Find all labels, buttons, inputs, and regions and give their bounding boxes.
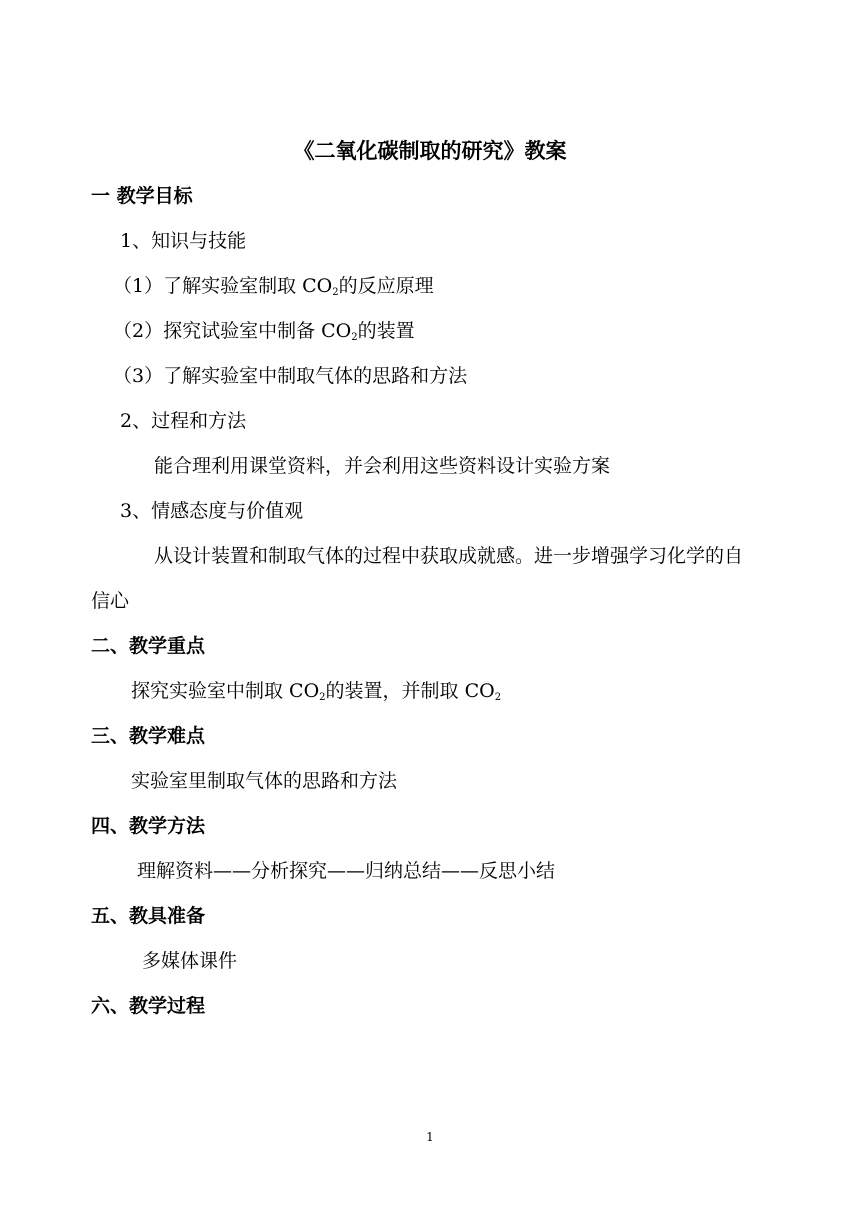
objective-item-2-text-end: 的装置: [357, 320, 415, 342]
teaching-aids-text: 多媒体课件: [142, 950, 238, 972]
process-methods-text: 能合理利用课堂资料，并会利用这些资料设计实验方案: [154, 455, 611, 477]
section-heading-key-points: 二、教学重点: [91, 635, 206, 657]
subheading-knowledge-skills: 1、知识与技能: [120, 230, 247, 252]
section-heading-methods: 四、教学方法: [91, 815, 206, 837]
objective-item-3: （3）了解实验室中制取气体的思路和方法: [113, 365, 468, 387]
attitude-values-text-line2: 信心: [91, 590, 130, 612]
section-heading-teaching-aids: 五、教具准备: [91, 905, 206, 927]
section-heading-difficulties: 三、教学难点: [91, 725, 206, 747]
key-points-text: [131, 679, 501, 707]
subscript-2: 2: [332, 287, 339, 298]
section-heading-objectives: 一 教学目标: [91, 185, 193, 207]
objective-item-2: [113, 319, 415, 347]
objective-item-1-text: （1）了解实验室制取 CO: [113, 275, 333, 297]
objective-item-2-text: （2）探究试验室中制备 CO: [113, 320, 352, 342]
subheading-attitude-values: 3、情感态度与价值观: [120, 500, 304, 522]
subheading-process-methods: 2、过程和方法: [120, 410, 247, 432]
methods-text: 理解资料——分析探究——归纳总结——反思小结: [137, 860, 556, 882]
difficulties-text: 实验室里制取气体的思路和方法: [131, 770, 398, 792]
key-points-text-start: 探究实验室中制取 CO: [131, 680, 320, 702]
objective-item-1: [113, 274, 434, 302]
section-heading-teaching-process: 六、教学过程: [91, 995, 206, 1017]
key-points-text-middle: 的装置，并制取 CO: [325, 680, 495, 702]
page-number: 1: [426, 1130, 434, 1144]
objective-item-1-text-end: 的反应原理: [338, 275, 434, 297]
subscript-2: 2: [494, 692, 502, 703]
subscript-2: 2: [319, 692, 326, 703]
document-title: 《二氧化碳制取的研究》教案: [293, 139, 567, 163]
subscript-2: 2: [351, 332, 358, 343]
attitude-values-text-line1: 从设计装置和制取气体的过程中获取成就感。进一步增强学习化学的自: [154, 545, 744, 567]
